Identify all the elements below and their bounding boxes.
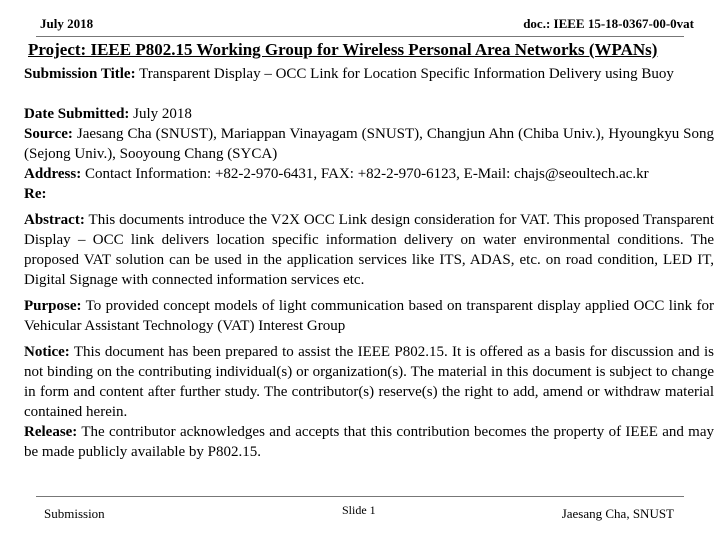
submission-title-label: Submission Title: — [24, 66, 136, 82]
purpose-field — [24, 296, 714, 336]
header-divider — [36, 36, 684, 37]
header-date: July 2018 — [40, 16, 94, 31]
abstract-value: This documents introduce the V2X OCC Link design consideration for VAT. This proposed Transparent Display – OCC link delivers location specific information delivery on water environmental conditions. The proposed VAT solution can be used in the application services like ITS, ADAS, etc. on road condition, LED IT, Digital Signage with connected information services etc. — [24, 212, 714, 288]
submission-title-field — [24, 64, 714, 84]
project-title: Project: IEEE P802.15 Working Group for Wireless Personal Area Networks (WPANs) — [28, 40, 658, 59]
abstract-label: Abstract: — [24, 212, 85, 228]
address-label: Address: — [24, 166, 82, 182]
source-field — [24, 124, 714, 164]
submission-title-value: Transparent Display – OCC Link for Location Specific Information Delivery using Buoy — [139, 66, 674, 82]
document-body — [24, 64, 714, 462]
release-field — [24, 422, 714, 462]
abstract-field — [24, 210, 714, 290]
notice-label: Notice: — [24, 344, 70, 360]
release-label: Release: — [24, 424, 78, 440]
purpose-value: To provided concept models of light communication based on transparent display applied OCC link for Vehicular Assistant Technology (VAT) Interest Group — [24, 298, 714, 334]
slide-number: Slide 1 — [342, 503, 376, 517]
re-field — [24, 184, 714, 204]
notice-field — [24, 342, 714, 422]
date-submitted-label: Date Submitted: — [24, 106, 130, 122]
footer-divider — [36, 496, 684, 497]
date-submitted-field — [24, 104, 714, 124]
notice-value: This document has been prepared to assist the IEEE P802.15. It is offered as a basis for discussion and is not binding on the contributing individual(s) or organization(s). The material in this document is subject to change in form and content after further study. The contributor(s) reserve(s) the right to add, amend or withdraw material contained herein. — [24, 344, 714, 420]
date-submitted-value: July 2018 — [133, 106, 192, 122]
source-label: Source: — [24, 126, 73, 142]
address-field — [24, 164, 714, 184]
address-value: Contact Information: +82-2-970-6431, FAX: +82-2-970-6123, E-Mail: chajs@seoultech.ac.kr — [84, 166, 649, 182]
re-label: Re: — [24, 186, 47, 202]
release-value: The contributor acknowledges and accepts that this contribution becomes the property of IEEE and may be made publicly available by P802.15. — [24, 424, 714, 460]
header-doc-id: doc.: IEEE 15-18-0367-00-0vat — [523, 16, 694, 31]
footer-submission: Submission — [44, 506, 105, 521]
footer-author: Jaesang Cha, SNUST — [561, 506, 674, 521]
source-value: Jaesang Cha (SNUST), Mariappan Vinayagam (SNUST), Changjun Ahn (Chiba Univ.), Hyoungkyu Song (Sejong Univ.), Sooyoung Chang (SYCA) — [24, 126, 714, 162]
purpose-label: Purpose: — [24, 298, 82, 314]
